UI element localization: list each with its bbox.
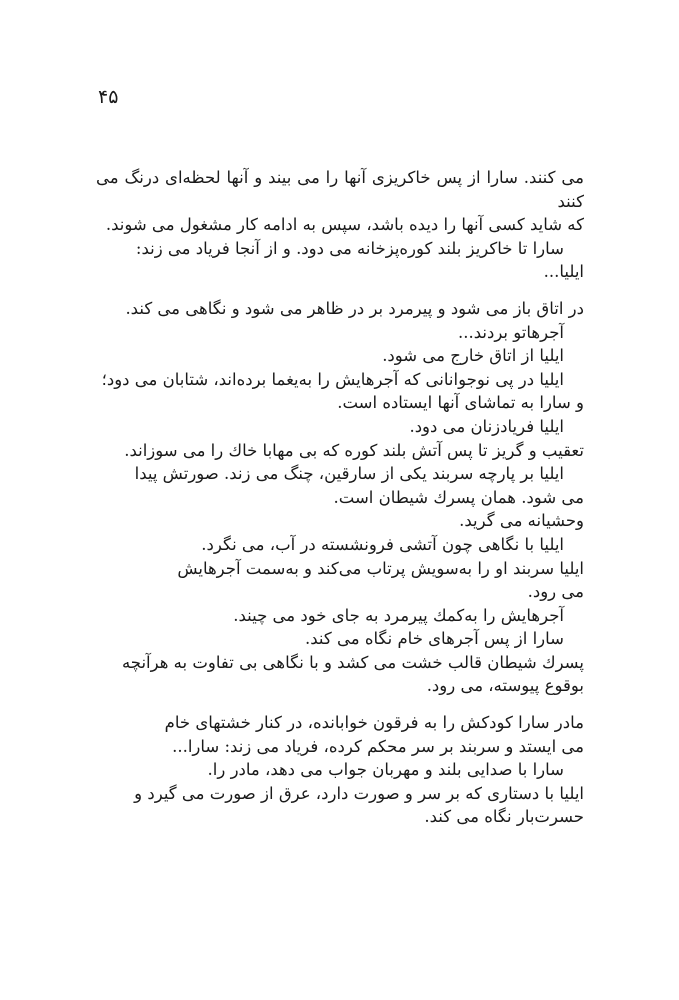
text-body [96,166,584,829]
text-line: که شاید کسی آنها را دیده باشد، سپس به ادامه کار مشغول می شوند. [105,215,584,235]
text-line: آجرهایش را به‌کمك پیرمرد به جای خود می چیند. [233,605,564,625]
text-line: می کنند. سارا از پس خاکریزی آنها را می بیند و آنها لحظه‌ای درنگ می کنند [96,168,584,211]
text-line: ایلیا... [543,262,584,282]
text-line: سارا تا خاکریز بلند کوره‌پزخانه می دود. و از آنجا فریاد می زند: [135,238,564,258]
text-line: ایلیا با نگاهی چون آتشی فرونشسته در آب، می نگرد. [201,534,564,554]
page-number: ۴۵ [98,86,119,108]
text-line: ایلیا سربند او را به‌سویش پرتاب می‌کند و به‌سمت آجرهایش [177,558,584,578]
text-line: ایلیا فریادزنان می دود. [409,416,564,436]
text-line: وحشیانه می گرید. [459,511,584,531]
text-line: پسرك شیطان قالب خشت می کشد و با نگاهی بی تفاوت به هرآنچه [121,652,584,672]
text-line: در اتاق باز می شود و پیرمرد بر در ظاهر می شود و نگاهی می کند. [125,298,584,318]
paragraph-gap [96,284,584,297]
text-line: سارا با صدایی بلند و مهربان جواب می دهد، مادر را. [207,760,564,780]
text-line: ایلیا با دستاری که بر سر و صورت دارد، عرق از صورت می گیرد و [134,783,584,803]
text-line: حسرت‌بار نگاه می کند. [424,807,584,827]
text-line: می ایستد و سربند بر سر محکم کرده، فریاد می زند: سارا... [172,736,584,756]
text-line: و سارا به تماشای آنها ایستاده است. [337,393,584,413]
text-line: مادر سارا کودکش را به فرقون خوابانده، در کنار خشتهای خام [164,713,584,733]
paragraph-gap [96,698,584,711]
text-line: آجرهاتو بردند... [457,322,564,342]
text-line: ایلیا بر پارچه سربند یکی از سارقین، چنگ می زند. صورتش پیدا [134,464,564,484]
text-line: ایلیا در پی نوجوانانی که آجرهایش را به‌یغما برده‌اند، شتابان می دود؛ [101,369,564,389]
text-line: می شود. همان پسرك شیطان است. [333,487,584,507]
text-line: تعقیب و گریز تا پس آتش بلند کوره که بی مهابا خاك را می سوزاند. [124,440,584,460]
text-line: ایلیا از اتاق خارج می شود. [382,346,564,366]
text-line: سارا از پس آجرهای خام نگاه می کند. [305,629,564,649]
text-line: می رود. [527,582,584,602]
text-line: بوقوع پیوسته، می رود. [426,676,584,696]
